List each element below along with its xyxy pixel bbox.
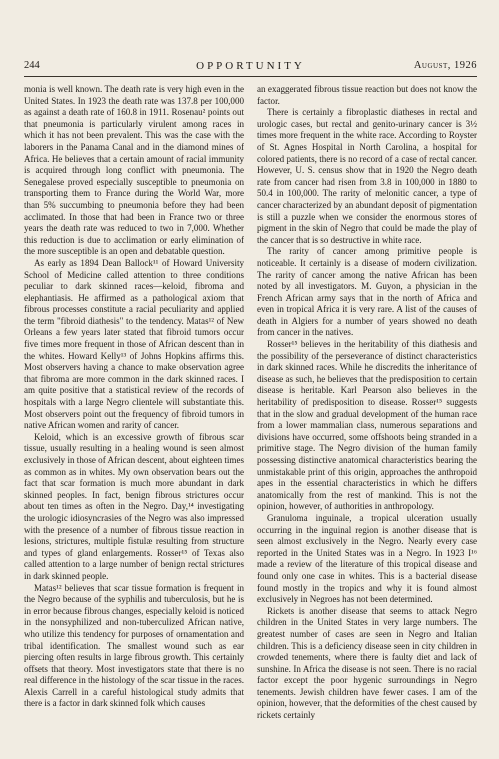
paragraph: The rarity of cancer among primitive people is noticeable. It certainly is a disease of modern civilization. The rarity of cancer among the native African has been noted by all investigators. M. Guyon, a physician in the French African army says that in the north of Africa and even in tropical Africa it is very rare. A list of the causes of death in Algiers for a number of years showed no death from cancer in the natives. bbox=[257, 246, 477, 338]
paragraph: Rickets is another disease that seems to attack Negro children in the United States in very large numbers. The greatest number of cases are seen in Negro and Italian children. This is a deficiency disease seen in city children in crowded tenements, where there is faulty diet and lack of sunshine. In Africa the disease is not seen. There is no racial factor except the poor hygenic surroundings in Negro tenements. Jewish children have fewer cases. I am of the opinion, however, that the deformities of the chest caused by rickets certainly bbox=[257, 605, 477, 721]
running-header bbox=[24, 58, 477, 77]
journal-title: OPPORTUNITY bbox=[196, 60, 305, 72]
page-number: 244 bbox=[24, 60, 40, 71]
article-body bbox=[24, 84, 477, 753]
right-column bbox=[257, 84, 477, 753]
paragraph: Matas¹² believes that scar tissue formation is frequent in the Negro because of the syphilis and tuberculosis, but he is in error because fibrous changes, especially keloid is noticed in the nonsyphilized and non-tuberculized African native, who utilize this tendency for purposes of ornamentation and tribal identification. The smallest wound such as ear piercing often results in large fibrous growth. This certainly offsets that theory. Most investigators state that there is no real difference in the histology of the scar tissue in the races. Alexis Carrell in a careful histological study admits that there is a factor in dark skinned folk which causes bbox=[24, 582, 244, 709]
paragraph: There is certainly a fibroplastic diatheses in rectal and urologic cases, but rectal and genito-urinary cancer is 3½ times more frequent in the white race. According to Royster of St. Agnes Hospital in North Carolina, a hospital for colored patients, there is no record of a case of rectal cancer. However, U. S. census show that in 1920 the Negro death rate from cancer had risen from 3.8 in 100,000 in 1880 to 50.4 in 100,000. The rarity of melonitic cancer, a type of cancer characterized by an abundant deposit of pigmentation is still a puzzle when we consider the enormous stores of pigment in the skin of Negro that could be made the play of the cancer that is so destructive in white race. bbox=[257, 107, 477, 245]
paragraph: an exaggerated fibrous tissue reaction but does not know the factor. bbox=[257, 84, 477, 106]
paragraph: Granuloma inguinale, a tropical ulceration usually occurring in the inguinal region is another disease that is seen almost exclusively in the Negro. Nearly every case reported in the United States was in a Negro. In 1923 I¹⁶ made a review of the literature of this tropical disease and found only one case in whites. This is a bacterial disease found mostly in the tropics and why it is found almost exclusively in Negroes has not been determined. bbox=[257, 512, 477, 605]
paragraph: Keloid, which is an excessive growth of fibrous scar tissue, usually resulting in a healing wound is seen almost exclusively in those of African descent, about eighteen times as common as in whites. My own observation bears out the fact that scar formation is much more abundant in dark skinned peoples. In fact, benign fibrous strictures occur about ten times as often in the Negro. Day,¹⁴ investigating the urologic idiosyncrasies of the Negro was also impressed with the presence of a number of fibrous tissue reaction in lesions, strictures, multiple fistulæ resulting from structure and types of gland enlargements. Rosser¹⁵ of Texas also called attention to a large number of benign rectal strictures in dark skinned people. bbox=[24, 431, 244, 581]
paragraph: As early as 1894 Dean Ballock¹¹ of Howard University School of Medicine called attention to three conditions peculiar to dark skinned races—keloid, fibroma and elephantiasis. He affirmed as a pathological axiom that fibrous processes constitute a racial peculiarity and applied the term "fibroid diathesis" to the tendency. Matas¹² of New Orleans a few years later stated that fibroid tumors occur five times more frequent in those of African descent than in the whites. Howard Kelly¹³ of Johns Hopkins affirms this. Most observers having a chance to make observation agree that fibroma are more common in the dark skinned races. I am quite positive that a statistical review of the records of hospitals with a large Negro clientele will substantiate this. Most observers point out the frequency of fibroid tumors in native African women and rarity of cancer. bbox=[24, 257, 244, 431]
paragraph: Rosser¹⁵ believes in the heritability of this diathesis and the possibility of the perseverance of distinct characteristics in dark skinned races. While he discredits the inheritance of disease as such, he believes that the predisposition to certain disease is heritable. Karl Pearson also believes in the heritability of predisposition to disease. Rosser¹⁵ suggests that in the slow and gradual development of the human race from a lower mammalian class, numerous separations and divisions have occurred, some offshoots being stranded in a primitive stage. The Negro division of the human family possessing distinctive anatomical characteristics bearing the unmistakable print of this origin, approaches the anthropoid apes in the essential characteristics in which he differs anatomically from the rest of mankind. This is not the opinion, however, of authorities in anthropology. bbox=[257, 339, 477, 512]
paragraph: monia is well known. The death rate is very high even in the United States. In 1923 the death rate was 137.8 per 100,000 as against a death rate of 160.8 in 1911. Rosenau² points out that pneumonia is particularly virulent among races in which it has not been prevalent. This was the case with the laborers in the Panama Canal and in the diamond mines of Africa. He believes that a certain amount of racial immunity is acquired through long conflict with pneumonia. The Senegalese proved especially susceptible to pneumonia on transporting them to France during the World War, more than 5% succumbing to pneumonia before they had been acclimated. In those that had been in France two or three years the death rate was reduced to two in 7,000. Whether this reduction is due to acclimation or early elimination of the more susceptible is an open and debatable question. bbox=[24, 84, 244, 257]
issue-date: August, 1926 bbox=[413, 60, 477, 71]
left-column bbox=[24, 84, 244, 753]
